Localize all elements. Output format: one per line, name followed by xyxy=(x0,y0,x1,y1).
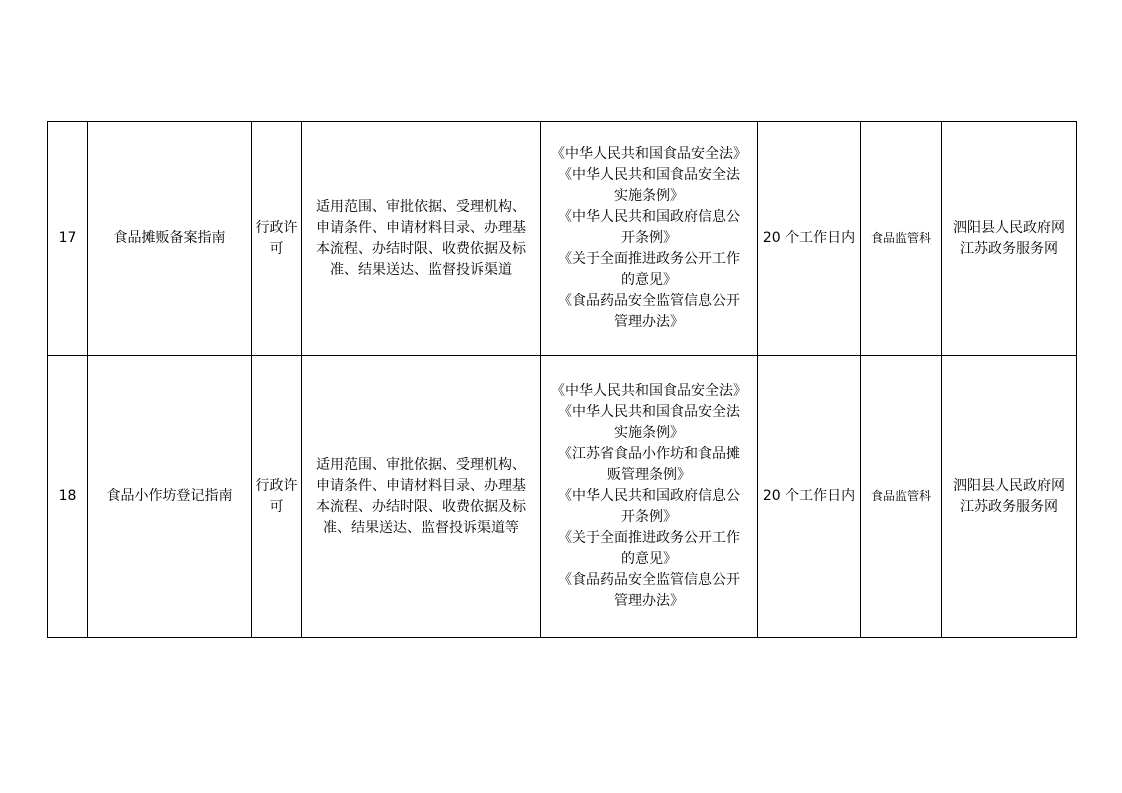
basis-line: 的意见》 xyxy=(621,551,677,567)
item-name: 食品摊贩备案指南 xyxy=(88,122,252,356)
disclosure-channel xyxy=(942,122,1077,356)
table-row xyxy=(48,356,1077,638)
basis-line: 《食品药品安全监管信息公开 xyxy=(558,293,740,309)
content-line: 适用范围、审批依据、受理机构、 xyxy=(316,198,526,215)
basis-line: 实施条例》 xyxy=(614,188,684,204)
basis-line: 《关于全面推进政务公开工作 xyxy=(558,251,740,267)
channel-line: 泗阳县人民政府网 xyxy=(953,219,1065,236)
item-name: 食品小作坊登记指南 xyxy=(88,356,252,638)
basis-line: 《食品药品安全监管信息公开 xyxy=(558,572,740,588)
basis-line: 管理办法》 xyxy=(614,593,684,609)
category-line: 行政许 xyxy=(255,477,298,494)
disclosure-table xyxy=(47,121,1077,638)
content-line: 本流程、办结时限、收费依据及标 xyxy=(316,498,526,515)
basis-line: 的意见》 xyxy=(621,272,677,288)
content-line: 适用范围、审批依据、受理机构、 xyxy=(316,456,526,473)
item-category xyxy=(252,356,302,638)
content-line: 准、结果送达、监督投诉渠道 xyxy=(330,261,512,278)
disclosure-content xyxy=(302,356,541,638)
basis-line: 《关于全面推进政务公开工作 xyxy=(558,530,740,546)
basis-line: 《江苏省食品小作坊和食品摊 xyxy=(558,446,740,462)
responsible-department: 食品监管科 xyxy=(861,356,942,638)
legal-basis xyxy=(541,122,758,356)
time-limit: 20 个工作日内 xyxy=(758,122,861,356)
content-line: 申请条件、申请材料目录、办理基 xyxy=(316,219,526,236)
disclosure-channel xyxy=(942,356,1077,638)
channel-line: 江苏政务服务网 xyxy=(960,240,1058,257)
basis-line: 《中华人民共和国食品安全法》 xyxy=(551,146,747,162)
row-number: 18 xyxy=(48,356,88,638)
basis-line: 《中华人民共和国食品安全法》 xyxy=(551,383,747,399)
item-category xyxy=(252,122,302,356)
content-line: 本流程、办结时限、收费依据及标 xyxy=(316,240,526,257)
category-line: 可 xyxy=(269,498,284,515)
basis-line: 实施条例》 xyxy=(614,425,684,441)
responsible-department: 食品监管科 xyxy=(861,122,942,356)
table-row xyxy=(48,122,1077,356)
channel-line: 泗阳县人民政府网 xyxy=(953,477,1065,494)
basis-line: 开条例》 xyxy=(621,230,677,246)
basis-line: 管理办法》 xyxy=(614,314,684,330)
basis-line: 《中华人民共和国政府信息公 xyxy=(558,209,740,225)
basis-line: 《中华人民共和国食品安全法 xyxy=(558,404,740,420)
basis-line: 《中华人民共和国食品安全法 xyxy=(558,167,740,183)
content-line: 准、结果送达、监督投诉渠道等 xyxy=(323,519,519,536)
category-line: 可 xyxy=(269,240,284,257)
time-limit: 20 个工作日内 xyxy=(758,356,861,638)
content-line: 申请条件、申请材料目录、办理基 xyxy=(316,477,526,494)
channel-line: 江苏政务服务网 xyxy=(960,498,1058,515)
basis-line: 《中华人民共和国政府信息公 xyxy=(558,488,740,504)
row-number: 17 xyxy=(48,122,88,356)
basis-line: 开条例》 xyxy=(621,509,677,525)
legal-basis xyxy=(541,356,758,638)
basis-line: 贩管理条例》 xyxy=(607,467,691,483)
category-line: 行政许 xyxy=(255,219,298,236)
disclosure-content xyxy=(302,122,541,356)
